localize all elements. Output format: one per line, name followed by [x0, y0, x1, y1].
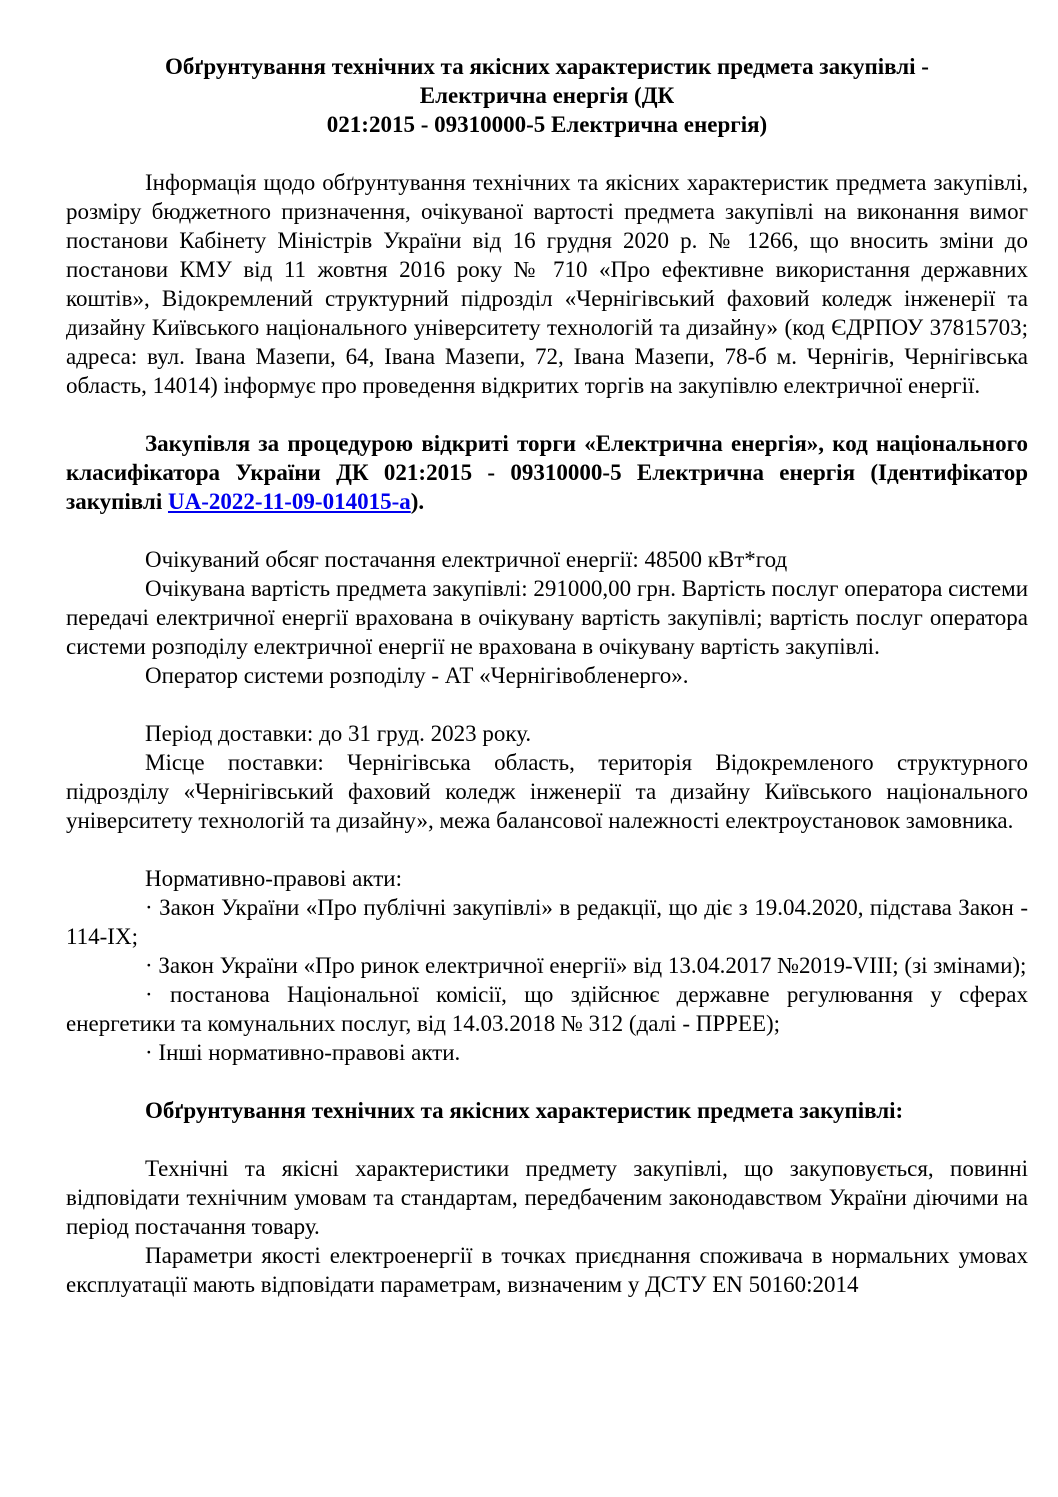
spacer [66, 690, 1028, 719]
legal-act-item: · Закон України «Про публічні закупівлі» в редакції, що діє з 19.04.2020, підстава Закон - 114-IX; [66, 895, 1028, 949]
spacer [66, 835, 1028, 864]
spacer [66, 400, 1028, 429]
quality-parameters-paragraph: Параметри якості електроенергії в точках приєднання споживача в нормальних умовах експлуатації мають відповідати параметрам, визначеним у ДСТУ EN 50160:2014 [66, 1243, 1028, 1297]
procurement-paragraph [66, 429, 1028, 516]
spacer [66, 516, 1028, 545]
legal-act-item: · постанова Національної комісії, що здійснює державне регулювання у сферах енергетики та комунальних послуг, від 14.03.2018 № 312 (далі - ПРРЕЕ); [66, 982, 1028, 1036]
spacer [66, 139, 1028, 168]
expected-volume-paragraph: Очікуваний обсяг постачання електричної енергії: 48500 кВт*год [145, 547, 788, 572]
document-title-line-2: Електрична енергія (ДК [419, 83, 675, 108]
procurement-closing-text: ). [410, 489, 425, 514]
spacer [66, 1125, 1028, 1154]
spacer [66, 1067, 1028, 1096]
document-title-line-1: Обґрунтування технічних та якісних характеристик предмета закупівлі - [165, 54, 929, 79]
justification-heading: Обґрунтування технічних та якісних характеристик предмета закупівлі: [145, 1098, 904, 1123]
expected-value-paragraph: Очікувана вартість предмета закупівлі: 291000,00 грн. Вартість послуг оператора системи передачі електричної енергії врахована в очікувану вартість закупівлі; вартість послуг оператора системи розподілу електричної енергії не врахована в очікувану вартість закупівлі. [66, 576, 1028, 659]
legal-act-item: · Закон України «Про ринок електричної енергії» від 13.04.2017 №2019-VIII; (зі змінами); [145, 953, 1027, 978]
legal-act-item: · Інші нормативно-правові акти. [145, 1040, 461, 1065]
delivery-period-paragraph: Період доставки: до 31 груд. 2023 року. [145, 721, 532, 746]
document-title-line-3: 021:2015 - 09310000-5 Електрична енергія) [326, 112, 768, 137]
legal-acts-heading: Нормативно-правові акти: [145, 866, 403, 891]
intro-paragraph: Інформація щодо обґрунтування технічних та якісних характеристик предмета закупівлі, розміру бюджетного призначення, очікуваної вартості предмета закупівлі на виконання вимог постанови Кабінету Міністрів України від 16 грудня 2020 р. № 1266, що вносить зміни до постанови КМУ від 11 жовтня 2016 року № 710 «Про ефективне використання державних коштів», Відокремлений структурний підрозділ «Чернігівський фаховий коледж інженерії та дизайну Київського національного університету технологій та дизайну» (код ЄДРПОУ 37815703; адреса: вул. Івана Мазепи, 64, Івана Мазепи, 72, Івана Мазепи, 78-б м. Чернігів, Чернігівська область, 14014) інформує про проведення відкритих торгів на закупівлю електричної енергії. [66, 170, 1028, 398]
system-operator-paragraph: Оператор системи розподілу - АТ «Чернігівобленерго». [145, 663, 689, 688]
procurement-id-link[interactable]: UA-2022-11-09-014015-a [167, 489, 411, 514]
delivery-place-paragraph: Місце поставки: Чернігівська область, територія Відокремленого структурного підрозділу «Чернігівський фаховий коледж інженерії та дизайну Київського національного університету технологій та дизайну», межа балансової належності електроустановок замовника. [66, 750, 1028, 833]
technical-requirements-paragraph: Технічні та якісні характеристики предмету закупівлі, що закуповується, повинні відповідати технічним умовам та стандартам, передбаченим законодавством України діючими на період постачання товару. [66, 1156, 1028, 1239]
procurement-text: Закупівля за процедурою відкриті торги «Електрична енергія», код національного класифікатора України ДК 021:2015 - 09310000-5 Електрична енергія (Ідентифікатор закупівлі [66, 431, 1028, 514]
